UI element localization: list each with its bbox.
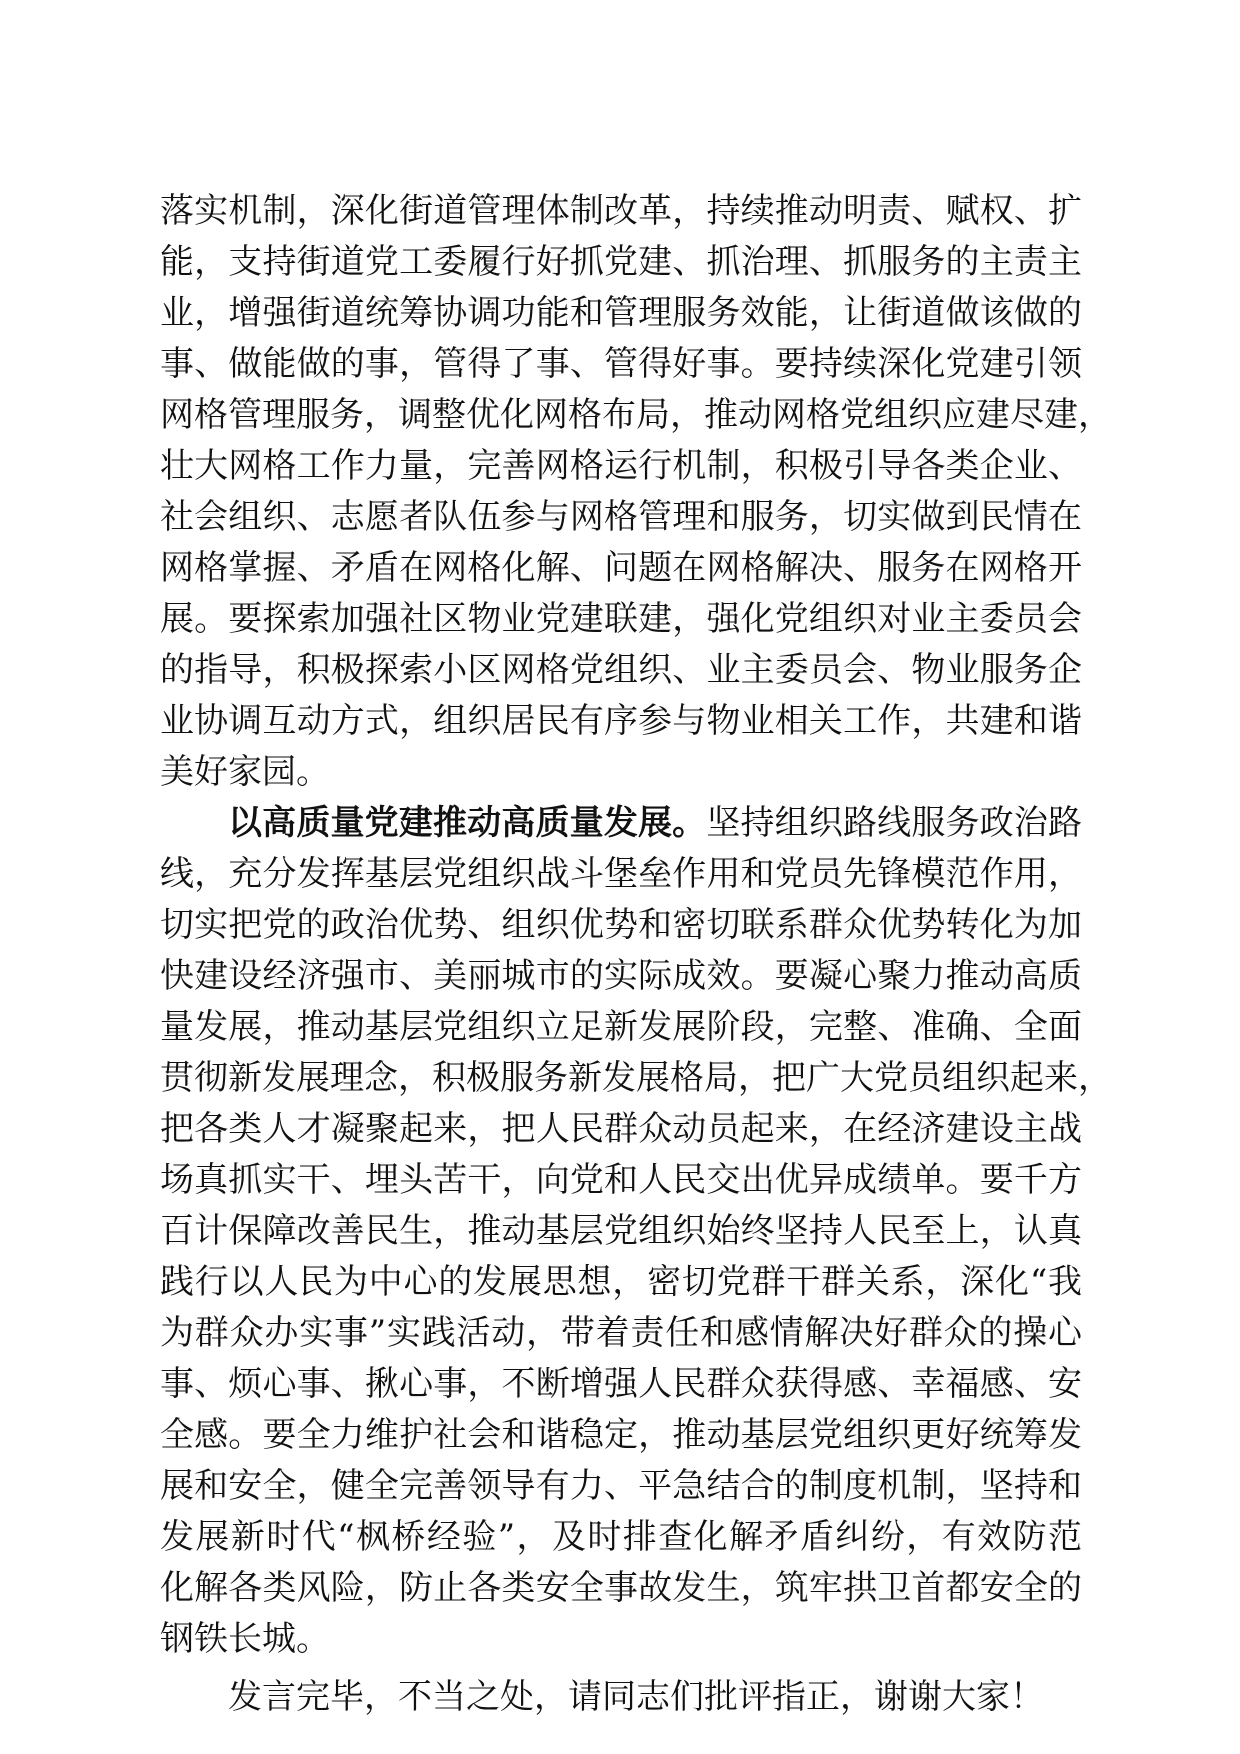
text-line: 网格掌握、矛盾在网格化解、问题在网格解决、服务在网格开: [160, 548, 1082, 588]
text-line: 量发展，推动基层党组织立足新发展阶段，完整、准确、全面: [160, 1007, 1082, 1047]
text-line: 线，充分发挥基层党组织战斗堡垒作用和党员先锋模范作用，: [160, 854, 1082, 894]
text-line: 为群众办实事”实践活动，带着责任和感情解决好群众的操心: [160, 1313, 1082, 1353]
paragraph-heading: 以高质量党建推动高质量发展。: [228, 803, 707, 843]
text-line: 发展新时代“枫桥经验”，及时排查化解矛盾纠纷，有效防范: [160, 1517, 1082, 1557]
text-line: [160, 798, 1082, 849]
text-line: 快建设经济强市、美丽城市的实际成效。要凝心聚力推动高质: [160, 956, 1082, 996]
paragraph-2: [160, 798, 1112, 1665]
text-line: 切实把党的政治优势、组织优势和密切联系群众优势转化为加: [160, 905, 1082, 945]
spacer: [160, 1665, 1082, 1672]
heading-line-rest: 坚持组织路线服务政治路: [706, 803, 1083, 843]
text-line: 把各类人才凝聚起来，把人民群众动员起来，在经济建设主战: [160, 1109, 1082, 1149]
text-line: 钢铁长城。: [160, 1619, 330, 1659]
text-line: 事、做能做的事，管得了事、管得好事。要持续深化党建引领: [160, 344, 1082, 384]
closing-line: 发言完毕，不当之处，请同志们批评指正，谢谢大家！: [228, 1677, 1044, 1717]
document-body: [160, 186, 1112, 1723]
text-line: 百计保障改善民生，推动基层党组织始终坚持人民至上，认真: [160, 1211, 1082, 1251]
text-line: 落实机制，深化街道管理体制改革，持续推动明责、赋权、扩: [160, 191, 1082, 231]
text-line: 全感。要全力维护社会和谐稳定，推动基层党组织更好统筹发: [160, 1415, 1082, 1455]
text-line: 业协调互动方式，组织居民有序参与物业相关工作，共建和谐: [160, 701, 1082, 741]
text-line: 场真抓实干、埋头苦干，向党和人民交出优异成绩单。要千方: [160, 1160, 1082, 1200]
paragraph-3: [160, 1672, 1082, 1723]
text-line: 的指导，积极探索小区网格党组织、业主委员会、物业服务企: [160, 650, 1082, 690]
text-line: 能，支持街道党工委履行好抓党建、抓治理、抓服务的主责主: [160, 242, 1082, 282]
text-line: 业，增强街道统筹协调功能和管理服务效能，让街道做该做的: [160, 293, 1082, 333]
text-line: 事、烦心事、揪心事，不断增强人民群众获得感、幸福感、安: [160, 1364, 1082, 1404]
text-line: 贯彻新发展理念，积极服务新发展格局，把广大党员组织起来，: [160, 1058, 1112, 1098]
text-line: 化解各类风险，防止各类安全事故发生，筑牢拱卫首都安全的: [160, 1568, 1082, 1608]
text-line: 网格管理服务，调整优化网格布局，推动网格党组织应建尽建，: [160, 395, 1112, 435]
text-line: 展和安全，健全完善领导有力、平急结合的制度机制，坚持和: [160, 1466, 1082, 1506]
text-line: 践行以人民为中心的发展思想，密切党群干群关系，深化“我: [160, 1262, 1082, 1302]
text-line: 美好家园。: [160, 752, 330, 792]
text-line: 壮大网格工作力量，完善网格运行机制，积极引导各类企业、: [160, 446, 1082, 486]
paragraph-1: [160, 186, 1112, 798]
text-line: 社会组织、志愿者队伍参与网格管理和服务，切实做到民情在: [160, 497, 1082, 537]
text-line: 展。要探索加强社区物业党建联建，强化党组织对业主委员会: [160, 599, 1082, 639]
